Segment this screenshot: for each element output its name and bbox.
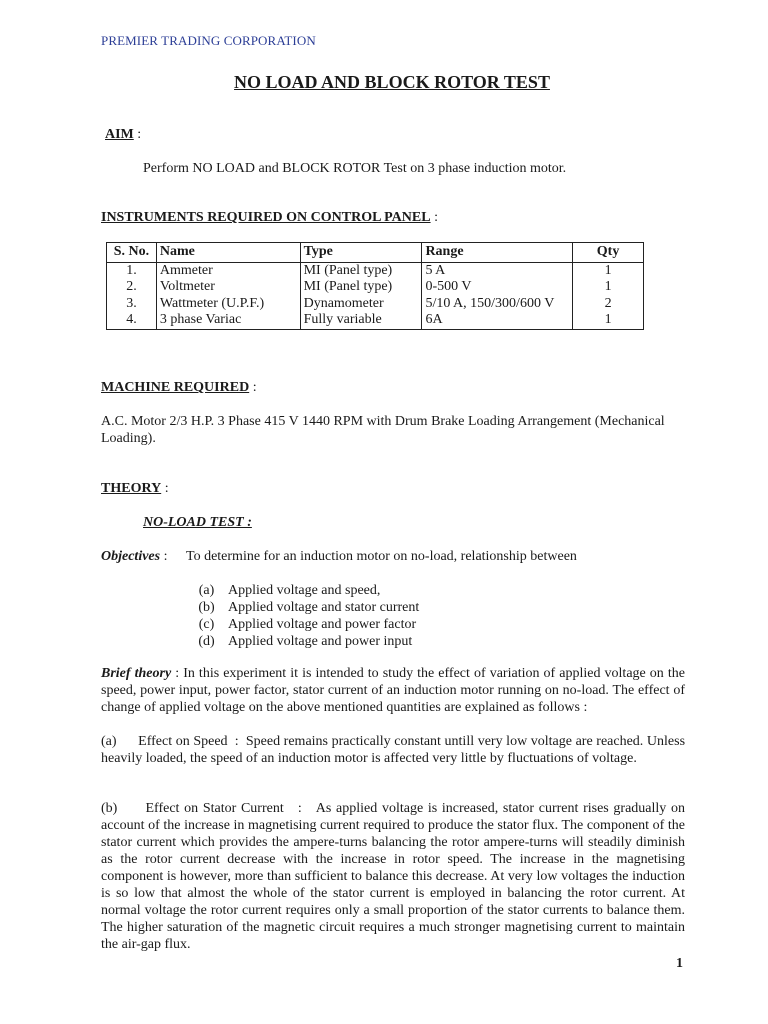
aim-text: Perform NO LOAD and BLOCK ROTOR Test on 3 phase induction motor. (143, 161, 567, 176)
objectives-colon: : (160, 549, 168, 564)
table-header-row (107, 243, 644, 263)
table-row (107, 296, 644, 313)
cell-sno: 2. (107, 279, 157, 296)
brief-theory-label: Brief theory (101, 666, 172, 681)
list-item-text: Applied voltage and power input (228, 634, 413, 649)
table-row (107, 312, 644, 329)
aim-section (105, 127, 141, 143)
objectives-text: To determine for an induction motor on no-load, relationship between (186, 549, 577, 564)
cell-range: 5/10 A, 150/300/600 V (422, 296, 573, 313)
effect-stator-text: As applied voltage is increased, stator current rises gradually on account of the increase in magnetising current required to produce the stator flux. The component of the stator current which provides the ampere-turns balancing the rotor ampere-turns will steadily diminish as the rotor current decrease with the increase in rotor speed. The increase in the magnetising component is however, more than sufficient to balance this decrease. At very low voltages the induction is so low that almost the whole of the stator current is employed in balancing the rotor current. At normal voltage the rotor current requires only a small proportion of the stator currents to balance them. The higher saturation of the magnetic circuit requires a much stronger magnetising current to maintain the air-gap flux. (101, 801, 685, 952)
effect-stator-title: Effect on Stator Current (145, 801, 284, 816)
company-header: PREMIER TRADING CORPORATION (101, 33, 316, 48)
objectives-label: Objectives (101, 549, 161, 564)
effect-stator-paragraph: (b) Effect on Stator Current : As applied voltage is increased, stator current rises gradually on account of the increase in magnetising current required to produce the stator flux. The component of the stator current which provides the ampere-turns balancing the rotor ampere-turns will steadily diminish as the rotor current decrease with the increase in rotor speed. The increase in the magnetising component is however, more than sufficient to balance this decrease. At very low voltages the induction is so low that almost the whole of the stator current is employed in balancing the rotor current. At normal voltage the rotor current requires only a small proportion of the stator currents to balance them. The higher saturation of the magnetic circuit requires a much stronger magnetising current to maintain the air-gap flux. (101, 801, 685, 952)
aim-colon: : (133, 127, 142, 142)
brief-theory-paragraph (101, 665, 685, 716)
list-item-text: Applied voltage and stator current (228, 600, 420, 615)
col-header-sno: S. No. (107, 243, 157, 263)
effect-speed-title: Effect on Speed (138, 734, 228, 749)
theory-colon: : (161, 481, 169, 496)
list-item (185, 633, 419, 650)
page-number: 1 (676, 956, 683, 971)
table-row (107, 279, 644, 296)
cell-name: Wattmeter (U.P.F.) (156, 296, 300, 313)
cell-qty: 2 (573, 296, 644, 313)
theory-section (101, 481, 169, 497)
objectives-list (185, 582, 419, 650)
cell-name: Voltmeter (156, 279, 300, 296)
cell-sno: 3. (107, 296, 157, 313)
aim-heading: AIM (105, 127, 134, 142)
instruments-heading: INSTRUMENTS REQUIRED ON CONTROL PANEL (101, 210, 431, 225)
table-row (107, 262, 644, 279)
instruments-colon: : (430, 210, 438, 225)
cell-qty: 1 (573, 262, 644, 279)
objectives-line (101, 548, 167, 565)
cell-type: MI (Panel type) (300, 262, 422, 279)
cell-type: Dynamometer (300, 296, 422, 313)
cell-type: MI (Panel type) (300, 279, 422, 296)
brief-theory-text: : In this experiment it is intended to study the effect of variation of applied voltage on the speed, power input, power factor, stator current of an induction motor running on no-load. The effect of change of applied voltage on the above mentioned quantities are explained as follows : (101, 666, 685, 715)
list-item-label: (a) (198, 583, 215, 598)
col-header-type: Type (300, 243, 422, 263)
list-item-label: (c) (198, 617, 215, 632)
cell-name: Ammeter (156, 262, 300, 279)
cell-range: 5 A (422, 262, 573, 279)
cell-qty: 1 (573, 312, 644, 329)
cell-qty: 1 (573, 279, 644, 296)
machine-text: A.C. Motor 2/3 H.P. 3 Phase 415 V 1440 RPM with Drum Brake Loading Arrangement (Mechanical Loading). (101, 414, 665, 446)
col-header-name: Name (156, 243, 300, 263)
list-item-label: (b) (198, 600, 215, 615)
col-header-qty: Qty (573, 243, 644, 263)
effect-stator-label: (b) (101, 801, 118, 816)
cell-name: 3 phase Variac (156, 312, 300, 329)
cell-sno: 4. (107, 312, 157, 329)
effect-speed-label: (a) (101, 734, 117, 749)
cell-sno: 1. (107, 262, 157, 279)
theory-heading: THEORY (101, 481, 162, 496)
list-item-text: Applied voltage and speed, (228, 583, 381, 598)
machine-section (101, 380, 257, 396)
effect-speed-paragraph: (a) Effect on Speed : Speed remains practically constant untill very low voltage are reached. Unless heavily loaded, the speed of an induction motor is affected very little by fluctuations of voltage. (101, 734, 686, 766)
list-item (185, 582, 419, 599)
machine-heading: MACHINE REQUIRED (101, 380, 250, 395)
list-item (185, 599, 419, 616)
noload-heading: NO-LOAD TEST : (143, 515, 252, 530)
list-item (185, 616, 419, 633)
list-item-text: Applied voltage and power factor (228, 617, 417, 632)
cell-range: 0-500 V (422, 279, 573, 296)
list-item-label: (d) (198, 634, 215, 649)
cell-type: Fully variable (300, 312, 422, 329)
cell-range: 6A (422, 312, 573, 329)
instruments-table (106, 242, 644, 330)
col-header-range: Range (422, 243, 573, 263)
machine-colon: : (249, 380, 257, 395)
instruments-section (101, 210, 438, 226)
effect-speed-text: Speed remains practically constant untill very low voltage are reached. Unless heavily loaded, the speed of an induction motor is affected very little by fluctuations of voltage. (101, 734, 686, 766)
page-title: NO LOAD AND BLOCK ROTOR TEST (234, 72, 550, 92)
